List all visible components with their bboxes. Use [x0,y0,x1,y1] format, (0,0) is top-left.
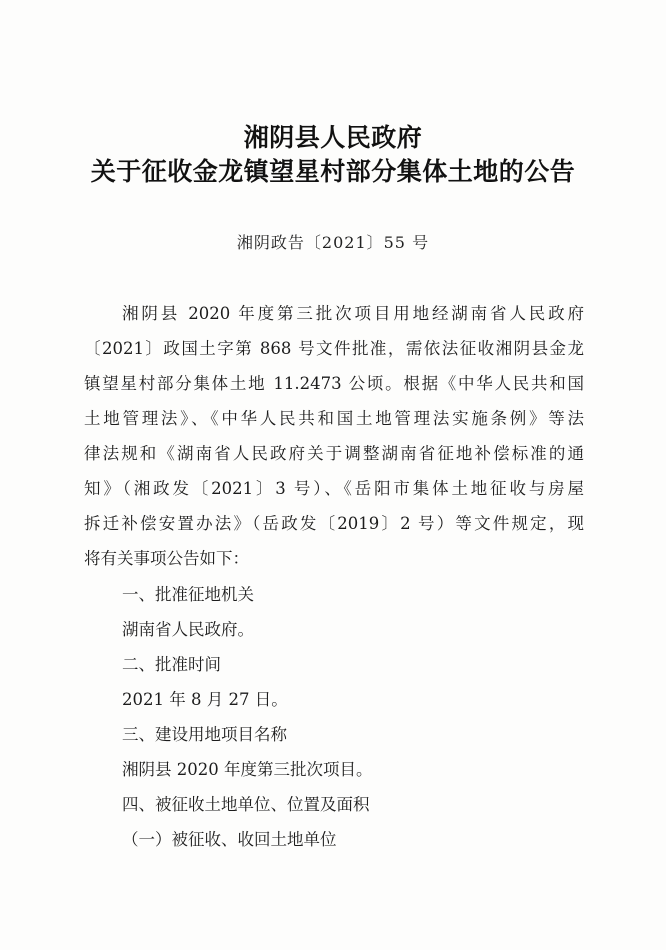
paragraph-1-line-1: 湘阴县 2020 年度第三批次项目用地经湖南省人民政府 [122,304,584,323]
section-1-heading: 一、批准征地机关 [122,585,254,604]
paragraph-1-line-2: 〔2021〕政国土字第 868 号文件批准，需依法征收湘阴县金龙 [84,339,584,358]
section-3-content: 湘阴县 2020 年度第三批次项目。 [122,760,373,779]
section-1-content: 湖南省人民政府。 [122,620,254,639]
paragraph-1-line-3: 镇望星村部分集体土地 11.2473 公顷。根据《中华人民共和国 [84,374,584,393]
document-title-line-2: 关于征收金龙镇望星村部分集体土地的公告 [90,157,576,186]
section-3-heading: 三、建设用地项目名称 [122,725,287,744]
section-4-heading: 四、被征收土地单位、位置及面积 [122,795,370,814]
section-4-subheading-1: （一）被征收、收回土地单位 [122,830,337,849]
paragraph-1-line-5: 律法规和《湖南省人民政府关于调整湖南省征地补偿标准的通 [84,444,584,463]
paragraph-1-line-6: 知》（湘政发〔2021〕3 号）、《岳阳市集体土地征收与房屋 [84,479,584,498]
paragraph-1-line-8: 将有关事项公告如下： [84,549,249,568]
section-2-heading: 二、批准时间 [122,655,221,674]
section-2-content: 2021 年 8 月 27 日。 [122,690,288,709]
paragraph-1-line-4: 土地管理法》、《中华人民共和国土地管理法实施条例》等法 [84,409,584,428]
document-title-line-1: 湘阴县人民政府 [243,123,423,152]
paragraph-1-line-7: 拆迁补偿安置办法》（岳政发〔2019〕2 号）等文件规定，现 [84,514,584,533]
document-number: 湘阴政告〔2021〕55 号 [236,233,430,252]
